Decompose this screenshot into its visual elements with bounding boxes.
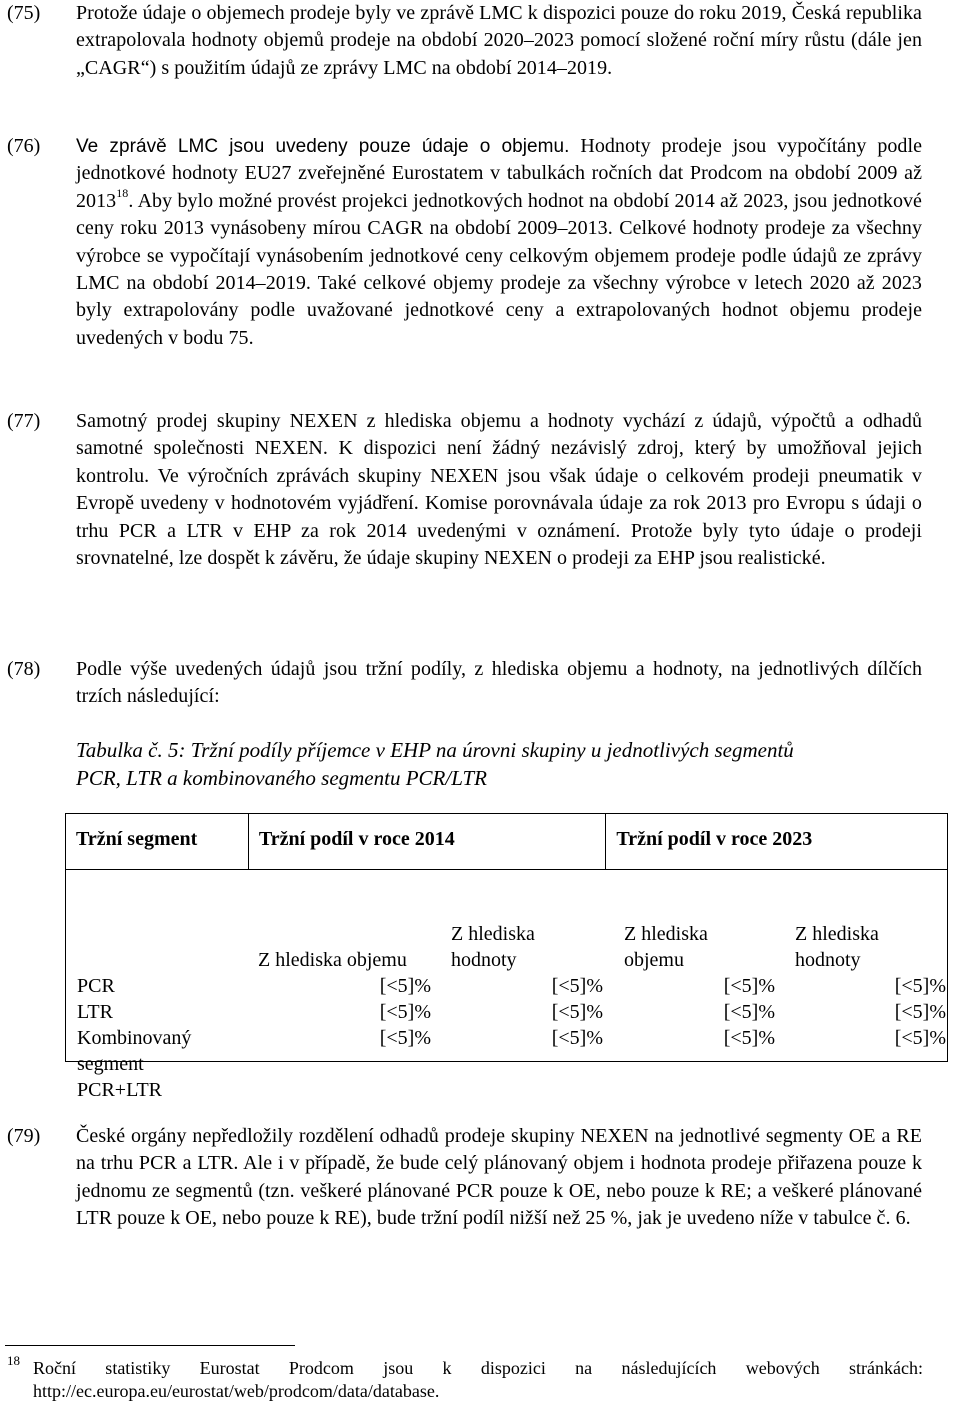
table-header-cell: Tržní podíl v roce 2014: [248, 814, 606, 870]
row-label: LTR: [77, 1001, 113, 1023]
paragraph-text-part: . Aby bylo možné provést projekci jednotkových hodnot na období 2014 až 2023, jsou jednotkové ceny roku 2013 vynásobeny mírou CAGR na období 2009–2013. Celkové hodnoty prodeje za všechny výrobce se vypočítají vynásobením jednotkové ceny celkovým objemem prodeje podle údajů ze zprávy LMC na období 2014–2019. Také celkové objemy prodeje za všechny výrobce v letech 2020 až 2023 byly extrapolovány podle uvažované jednotkové ceny a extrapolovaných hodnot objemu prodeje uvedených v bodu 75.: [76, 189, 922, 349]
table-caption-line: Tabulka č. 5: Tržní podíly příjemce v EHP na úrovni skupiny u jednotlivých segmentů: [76, 738, 794, 762]
table-value: [<5]%: [379, 1001, 431, 1023]
row-label: segment: [77, 1053, 144, 1075]
footnote-text: Roční statistiky Eurostat Prodcom jsou k dispozici na následujících webových stránkách: http://ec.europa.eu/eurostat/web/prodcom/data/database.: [33, 1358, 923, 1401]
paragraph-text: Samotný prodej skupiny NEXEN z hlediska objemu a hodnoty vychází z údajů, výpočtů a odhadů samotné společnosti NEXEN. K dispozici není žádný nezávislý zdroj, který by umožňoval jejich kontrolu. Ve výročních zprávách skupiny NEXEN jsou však údaje o celkovém prodeji pneumatik v Evropě uvedeny v hodnotovém vyjádření. Komise porovnávala údaje za rok 2013 pro Evropu s údaji o trhu PCR a LTR v EHP za rok 2014 uvedenými v oznámení. Protože byly tyto údaje o prodeji srovnatelné, lze dospět k závěru, že údaje skupiny NEXEN o prodeji za EHP jsou realistické.: [76, 410, 922, 570]
table-value: [<5]%: [723, 1027, 775, 1049]
column-subheader: Z hlediska: [624, 923, 708, 945]
table-caption-line: PCR, LTR a kombinovaného segmentu PCR/LTR: [76, 766, 487, 790]
table-value: [<5]%: [551, 1027, 603, 1049]
paragraph-number: (79): [7, 1125, 41, 1147]
paragraph-text-part: Ve zprávě LMC jsou uvedeny pouze údaje o objemu.: [76, 136, 570, 157]
table-header-cell: Tržní podíl v roce 2023: [606, 814, 948, 870]
table-body-cell: [66, 870, 948, 1101]
column-subheader: hodnoty: [795, 949, 861, 971]
paragraph-text-part: Hodnoty prodeje jsou vypočítány podle jednotkové hodnoty EU27 zveřejněné Eurostatem v tabulkách ročních dat Prodcom na období 2009 až 2013: [76, 135, 922, 212]
table-value: [<5]%: [379, 975, 431, 997]
row-label: PCR+LTR: [77, 1079, 163, 1101]
table-value: [<5]%: [551, 1001, 603, 1023]
table-value: [<5]%: [894, 1027, 946, 1049]
footnote-reference[interactable]: 18: [116, 186, 129, 201]
paragraph-text: Protože údaje o objemech prodeje byly ve zprávě LMC k dispozici pouze do roku 2019, Česká republika extrapolovala hodnoty objemů prodeje na období 2020–2023 pomocí složené roční míry růstu (dále jen „CAGR“) s použitím údajů ze zprávy LMC na období 2014–2019.: [76, 2, 922, 79]
paragraph-text: [76, 133, 922, 352]
paragraph-number: (75): [7, 2, 41, 24]
column-subheader: Z hlediska: [451, 923, 535, 945]
paragraph-number: (77): [7, 410, 41, 432]
column-subheader: Z hlediska objemu: [258, 949, 407, 971]
row-label: PCR: [77, 975, 115, 997]
market-share-table: [65, 813, 948, 1101]
table-value: [<5]%: [723, 975, 775, 997]
table-value: [<5]%: [894, 1001, 946, 1023]
paragraph-text: České orgány nepředložily rozdělení odhadů prodeje skupiny NEXEN na jednotlivé segmenty OE a RE na trhu PCR a LTR. Ale i v případě, že bude celý plánovaný objem i hodnota prodeje přiřazena pouze k jednomu ze segmentů (tzn. veškeré plánované PCR pouze k OE, nebo pouze k RE; a veškeré plánované LTR pouze k OE, nebo pouze k RE), bude tržní podíl nižší než 25 %, jak je uvedeno níže v tabulce č. 6.: [76, 1125, 922, 1230]
column-subheader: objemu: [624, 949, 684, 971]
paragraph-number: (78): [7, 658, 41, 680]
column-subheader: Z hlediska: [795, 923, 879, 945]
table-caption: [76, 736, 936, 792]
table-header-cell: Tržní segment: [66, 814, 249, 870]
footnote-number: 18: [7, 1353, 20, 1368]
paragraph-text: Podle výše uvedených údajů jsou tržní podíly, z hlediska objemu a hodnoty, na jednotlivých dílčích trzích následující:: [76, 658, 922, 708]
table-value: [<5]%: [379, 1027, 431, 1049]
paragraph-number: (76): [7, 135, 41, 157]
table-value: [<5]%: [551, 975, 603, 997]
row-label: Kombinovaný: [77, 1027, 192, 1049]
table-value: [<5]%: [894, 975, 946, 997]
column-subheader: hodnoty: [451, 949, 517, 971]
footnote-divider: [5, 1345, 295, 1346]
table-value: [<5]%: [723, 1001, 775, 1023]
